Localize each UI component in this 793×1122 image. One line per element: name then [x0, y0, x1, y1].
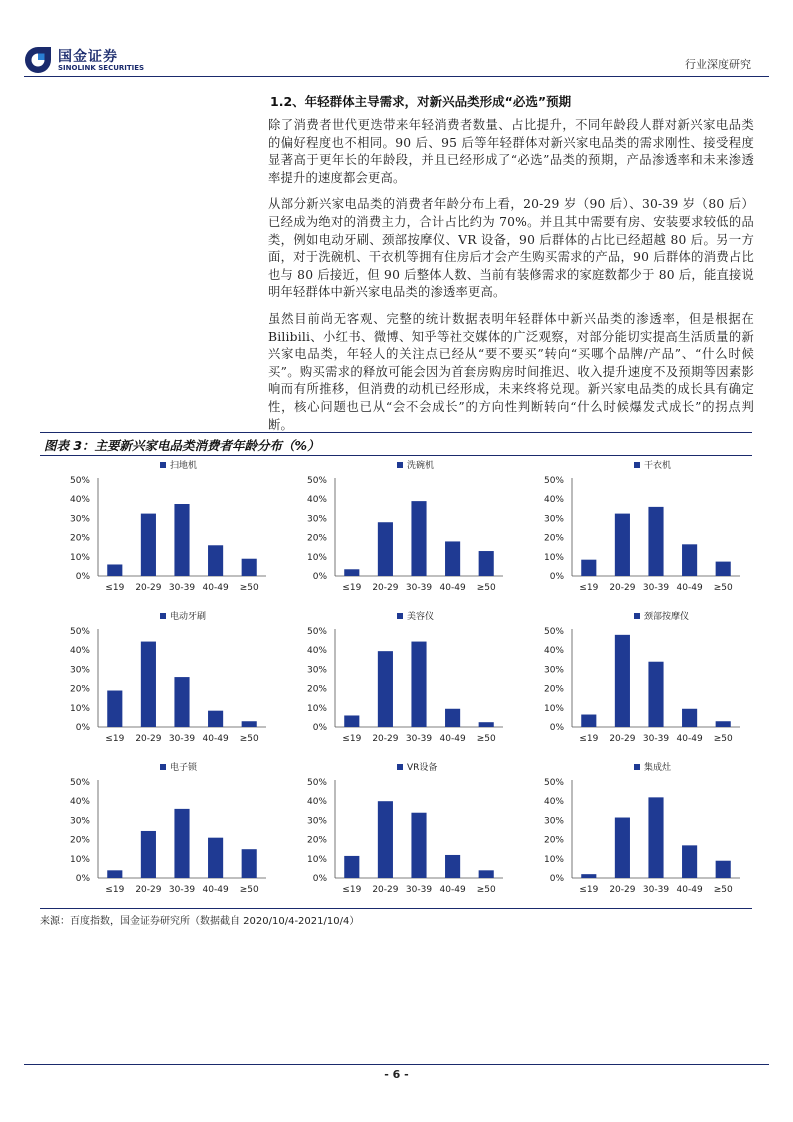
x-tick-label: 20-29	[135, 885, 162, 895]
bar-chart	[277, 454, 514, 605]
bar	[344, 569, 359, 576]
x-tick-label: 40-49	[676, 734, 703, 744]
y-tick-label: 20%	[69, 684, 90, 695]
y-tick-label: 0%	[549, 723, 564, 733]
y-tick-label: 30%	[69, 514, 90, 525]
page-header	[0, 0, 793, 80]
bar	[344, 715, 359, 727]
bar	[648, 797, 663, 878]
y-tick-label: 10%	[69, 703, 90, 714]
y-tick-label: 30%	[306, 816, 327, 827]
y-tick-label: 0%	[312, 874, 327, 884]
y-tick-label: 0%	[312, 723, 327, 733]
y-tick-label: 20%	[306, 533, 327, 544]
y-tick-label: 20%	[306, 684, 327, 695]
y-tick-label: 30%	[306, 514, 327, 525]
y-tick-label: 20%	[69, 835, 90, 846]
paragraph-3: 虽然目前尚无客观、完整的统计数据表明年轻群体中新兴品类的渗透率，但是根据在 Bilibili、小红书、微博、知乎等社交媒体的广泛观察，对部分能切实提高生活质量的新兴家电品类，年轻人的关注点已经从“要不要买”转向“买哪个品牌/产品”、“什么时候买”。购买需求的释放可能会因为首套房购房时间推迟、收入提升速度不及预期等因素影响而有所推移，但消费的动机已经形成，未来终将兑现。新兴家电品类的成长具有确定性，核心问题也已从“会不会成长”的方向性判断转向“什么时候爆发式成长”的拐点判断。	[268, 311, 754, 432]
bar-chart	[40, 454, 277, 605]
y-tick-label: 50%	[69, 778, 90, 788]
bar-chart	[514, 605, 751, 756]
y-tick-label: 40%	[306, 797, 327, 808]
legend-label: 干衣机	[644, 461, 672, 471]
bar	[242, 559, 257, 576]
legend-swatch	[397, 613, 403, 619]
bar	[378, 801, 393, 878]
y-tick-label: 50%	[69, 627, 90, 637]
bar	[445, 855, 460, 878]
x-tick-label: ≤19	[105, 583, 125, 593]
figure-source: 来源：百度指数，国金证券研究所（数据截自 2020/10/4-2021/10/4）	[40, 916, 360, 927]
y-tick-label: 40%	[543, 797, 564, 808]
bar	[208, 711, 223, 727]
x-tick-label: 20-29	[372, 583, 399, 593]
bar	[141, 831, 156, 878]
bar	[682, 845, 697, 878]
y-tick-label: 30%	[306, 665, 327, 676]
bar-chart	[514, 756, 751, 907]
bar	[479, 722, 494, 727]
y-tick-label: 50%	[543, 476, 564, 486]
bar	[716, 562, 731, 576]
legend-swatch	[397, 764, 403, 770]
bar	[716, 721, 731, 727]
x-tick-label: 40-49	[676, 885, 703, 895]
bar	[716, 861, 731, 878]
y-tick-label: 10%	[543, 854, 564, 865]
x-tick-label: 30-39	[168, 885, 196, 895]
x-tick-label: ≤19	[105, 885, 125, 895]
x-tick-label: 40-49	[439, 583, 466, 593]
x-tick-label: ≤19	[579, 734, 599, 744]
bar-chart	[40, 756, 277, 907]
y-tick-label: 40%	[543, 646, 564, 657]
y-tick-label: 30%	[69, 816, 90, 827]
y-tick-label: 40%	[306, 495, 327, 506]
y-tick-label: 30%	[543, 514, 564, 525]
x-tick-label: ≥50	[476, 583, 496, 593]
x-tick-label: 40-49	[439, 885, 466, 895]
y-tick-label: 0%	[312, 572, 327, 582]
chart-panel	[514, 454, 751, 605]
x-tick-label: ≤19	[579, 583, 599, 593]
y-tick-label: 20%	[543, 533, 564, 544]
bar	[615, 635, 630, 727]
y-tick-label: 0%	[549, 572, 564, 582]
bar	[411, 501, 426, 576]
x-tick-label: 20-29	[609, 734, 636, 744]
y-tick-label: 0%	[75, 723, 90, 733]
bar	[411, 813, 426, 878]
bar	[107, 564, 122, 576]
x-tick-label: ≥50	[713, 583, 733, 593]
x-tick-label: ≤19	[342, 583, 362, 593]
y-tick-label: 20%	[543, 835, 564, 846]
bar-chart	[514, 454, 751, 605]
legend-label: 扫地机	[170, 461, 198, 471]
section-content	[268, 92, 754, 443]
bar	[581, 874, 596, 878]
legend-label: 颈部按摩仪	[644, 612, 690, 622]
y-tick-label: 30%	[543, 816, 564, 827]
y-tick-label: 10%	[543, 703, 564, 714]
x-tick-label: ≥50	[239, 885, 259, 895]
chart-panel	[277, 454, 514, 605]
bar	[344, 856, 359, 878]
y-tick-label: 40%	[306, 646, 327, 657]
paragraph-1: 除了消费者世代更迭带来年轻消费者数量、占比提升，不同年龄段人群对新兴家电品类的偏好程度也不相同。90 后、95 后等年轻群体对新兴家电品类的需求刚性、接受程度显著高于更年长的年龄段，并且已经形成了“必选”品类的预期，产品渗透率和未来渗透率提升的速度都会更高。	[268, 118, 754, 185]
y-tick-label: 40%	[69, 797, 90, 808]
y-tick-label: 40%	[69, 646, 90, 657]
legend-label: 集成灶	[644, 763, 672, 773]
footer-divider	[24, 1064, 769, 1065]
x-tick-label: 40-49	[202, 583, 229, 593]
legend-swatch	[160, 613, 166, 619]
x-tick-label: ≤19	[342, 885, 362, 895]
bar	[411, 642, 426, 727]
chart-panel	[277, 605, 514, 756]
y-tick-label: 0%	[75, 572, 90, 582]
x-tick-label: 30-39	[642, 734, 670, 744]
legend-swatch	[160, 764, 166, 770]
x-tick-label: 30-39	[405, 885, 433, 895]
x-tick-label: ≥50	[239, 583, 259, 593]
bar	[107, 691, 122, 727]
bar	[445, 709, 460, 727]
logo-chinese-name: 国金证券	[58, 49, 118, 65]
chart-panel	[40, 605, 277, 756]
header-divider	[24, 76, 769, 77]
x-tick-label: ≤19	[579, 885, 599, 895]
y-tick-label: 50%	[306, 778, 327, 788]
x-tick-label: 30-39	[642, 583, 670, 593]
bar	[141, 514, 156, 576]
bar	[174, 809, 189, 878]
chart-panel	[40, 756, 277, 907]
x-tick-label: ≥50	[713, 734, 733, 744]
y-tick-label: 10%	[306, 552, 327, 563]
company-logo	[24, 46, 154, 76]
legend-swatch	[634, 764, 640, 770]
y-tick-label: 50%	[543, 778, 564, 788]
legend-swatch	[634, 462, 640, 468]
legend-swatch	[160, 462, 166, 468]
y-tick-label: 0%	[75, 874, 90, 884]
y-tick-label: 20%	[306, 835, 327, 846]
bar	[682, 709, 697, 727]
bar	[445, 541, 460, 576]
x-tick-label: 40-49	[202, 734, 229, 744]
bar	[208, 838, 223, 878]
bar	[581, 560, 596, 576]
bar-chart	[277, 756, 514, 907]
bar	[479, 551, 494, 576]
x-tick-label: 40-49	[439, 734, 466, 744]
bar	[615, 514, 630, 576]
report-type-label: 行业深度研究	[685, 58, 751, 71]
bar-chart	[277, 605, 514, 756]
legend-label: 洗碗机	[407, 461, 435, 471]
y-tick-label: 50%	[306, 627, 327, 637]
bar	[479, 870, 494, 878]
x-tick-label: 20-29	[135, 583, 162, 593]
figure-title-bar	[40, 432, 752, 456]
bar	[648, 507, 663, 576]
logo-english-name: SINOLINK SECURITIES	[58, 64, 145, 72]
legend-label: 电子锁	[170, 763, 198, 773]
legend-label: 电动牙刷	[170, 612, 207, 622]
section-title: 1.2、年轻群体主导需求，对新兴品类形成“必选”预期	[270, 94, 572, 109]
page-number: - 6 -	[384, 1068, 409, 1081]
y-tick-label: 10%	[69, 854, 90, 865]
x-tick-label: ≤19	[105, 734, 125, 744]
bar	[682, 544, 697, 576]
x-tick-label: 30-39	[405, 734, 433, 744]
legend-label: 美容仪	[407, 612, 435, 622]
bar	[648, 662, 663, 727]
y-tick-label: 20%	[543, 684, 564, 695]
x-tick-label: 30-39	[168, 583, 196, 593]
x-tick-label: 20-29	[372, 885, 399, 895]
legend-swatch	[397, 462, 403, 468]
y-tick-label: 10%	[543, 552, 564, 563]
x-tick-label: 20-29	[135, 734, 162, 744]
y-tick-label: 10%	[306, 703, 327, 714]
figure-title: 图表 3：主要新兴家电品类消费者年龄分布（%）	[44, 438, 320, 453]
y-tick-label: 10%	[306, 854, 327, 865]
chart-panel	[514, 756, 751, 907]
y-tick-label: 0%	[549, 874, 564, 884]
x-tick-label: ≤19	[342, 734, 362, 744]
y-tick-label: 50%	[306, 476, 327, 486]
x-tick-label: ≥50	[239, 734, 259, 744]
y-tick-label: 20%	[69, 533, 90, 544]
x-tick-label: ≥50	[476, 734, 496, 744]
paragraph-2: 从部分新兴家电品类的消费者年龄分布上看，20-29 岁（90 后）、30-39 岁（80 后）已经成为绝对的消费主力，合计占比约为 70%。并且其中需要有房、安装要求较低的品类，例如电动牙刷、颈部按摩仪、VR 设备，90 后群体的占比已经超越 80 后。另一方面，对于洗碗机、干衣机等拥有住房后才会产生购买需求的产品，90 后群体的消费占比也与 80 后接近，但 90 后整体人数、当前有装修需求的家庭数都少于 80 后，能直接说明年轻群体中新兴家电品类的渗透率更高。	[268, 197, 754, 300]
bar	[242, 849, 257, 878]
bar	[378, 522, 393, 576]
chart-panel	[277, 756, 514, 907]
y-tick-label: 30%	[543, 665, 564, 676]
chart-panel	[514, 605, 751, 756]
x-tick-label: 40-49	[676, 583, 703, 593]
legend-swatch	[634, 613, 640, 619]
bar	[174, 504, 189, 576]
y-tick-label: 50%	[543, 627, 564, 637]
bar	[141, 642, 156, 727]
bar	[208, 545, 223, 576]
y-tick-label: 30%	[69, 665, 90, 676]
source-divider	[40, 908, 752, 909]
x-tick-label: 40-49	[202, 885, 229, 895]
bar	[615, 818, 630, 878]
bar	[242, 721, 257, 727]
y-tick-label: 40%	[543, 495, 564, 506]
bar	[581, 715, 596, 727]
y-tick-label: 10%	[69, 552, 90, 563]
x-tick-label: 20-29	[372, 734, 399, 744]
x-tick-label: 30-39	[642, 885, 670, 895]
x-tick-label: 30-39	[168, 734, 196, 744]
bar	[107, 870, 122, 878]
y-tick-label: 50%	[69, 476, 90, 486]
chart-panel	[40, 454, 277, 605]
y-tick-label: 40%	[69, 495, 90, 506]
x-tick-label: 20-29	[609, 583, 636, 593]
x-tick-label: 30-39	[405, 583, 433, 593]
bar-chart	[40, 605, 277, 756]
chart-grid	[40, 454, 752, 907]
bar	[174, 677, 189, 727]
bar	[378, 651, 393, 727]
legend-label: VR设备	[407, 763, 438, 773]
x-tick-label: ≥50	[713, 885, 733, 895]
logo-mark-icon	[24, 46, 52, 74]
x-tick-label: ≥50	[476, 885, 496, 895]
x-tick-label: 20-29	[609, 885, 636, 895]
